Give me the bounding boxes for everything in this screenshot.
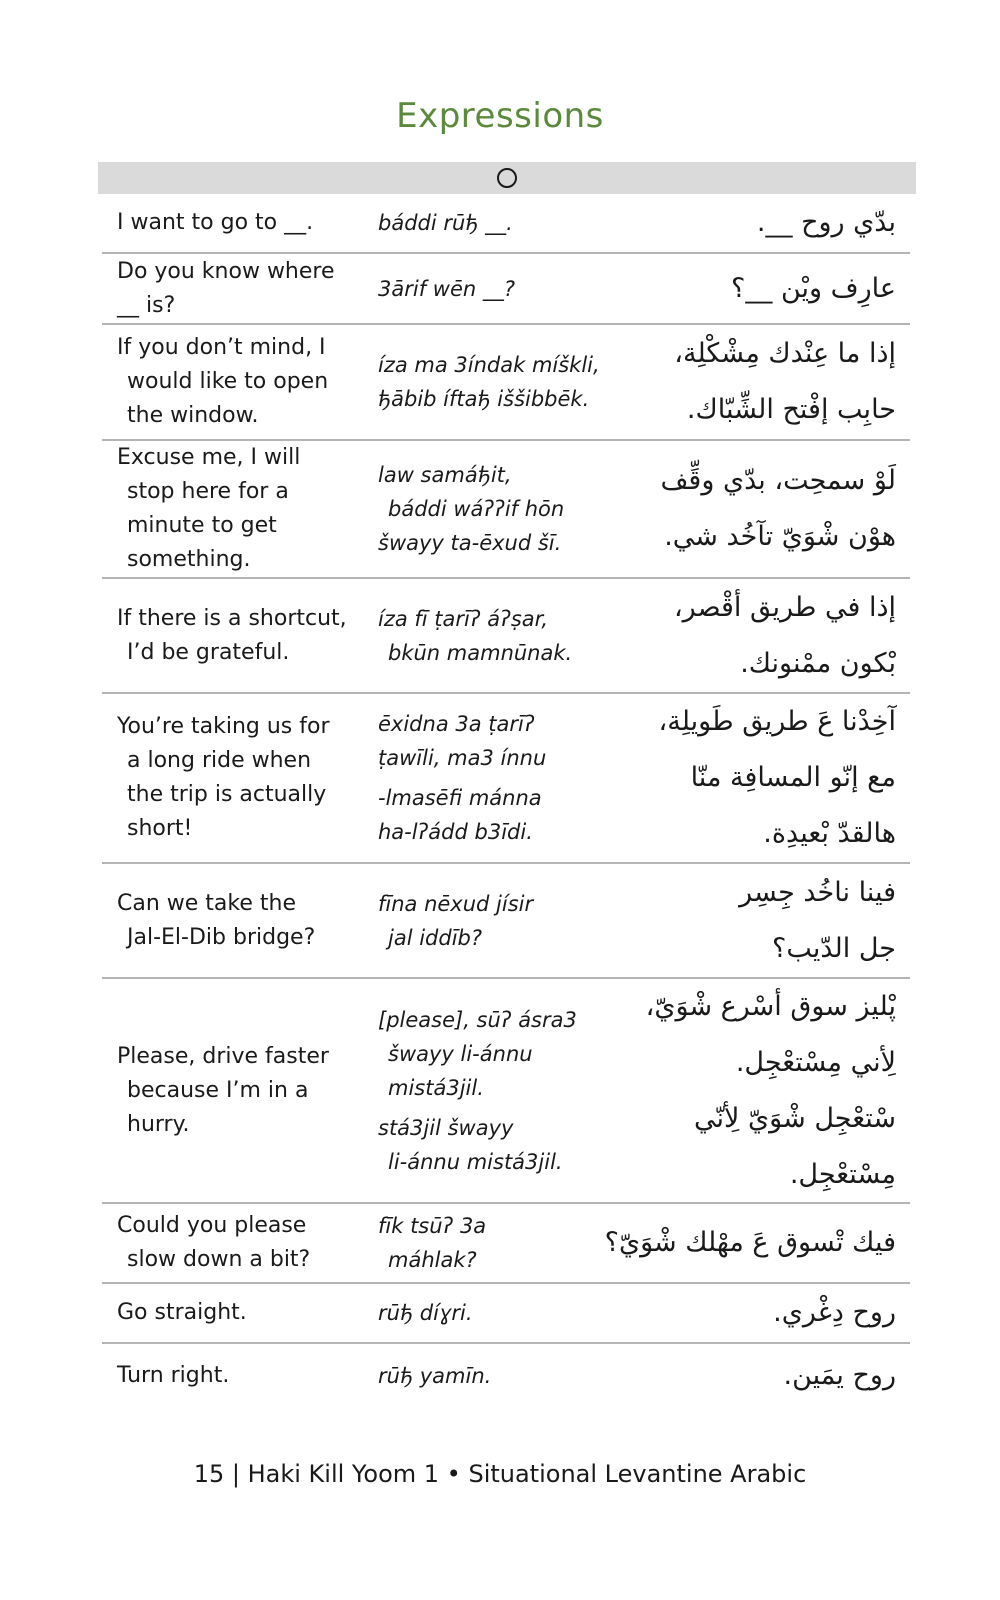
table-row [102,694,910,864]
transliteration-cell [378,194,618,252]
arabic-cell [596,1344,896,1408]
table-row [102,864,910,979]
transliteration-line: rūђ yamīn. [378,1364,492,1388]
english-cell [117,1204,367,1282]
arabic-line: بدّي روح __. [756,207,896,238]
english-line: slow down a bit? [127,1247,311,1272]
transliteration-line: ha-lʔádd b3īdi. [378,820,533,844]
arabic-line: حابِب إفْتح الشِّبّاك. [686,394,896,425]
arabic-line: روح دِغْري. [773,1297,896,1328]
transliteration-line: ђābib íftaђ iššibbēk. [378,387,590,411]
english-cell [117,979,367,1202]
table-row [102,979,910,1204]
english-line: minute to get [127,513,277,538]
transliteration-line: law samáђit, [378,463,512,487]
english-line: I want to go to __. [117,210,314,235]
transliteration-cell [378,694,618,862]
transliteration-line: máhlak? [388,1248,477,1272]
english-line: If you don’t mind, I [117,335,326,360]
english-line: Can we take the [117,890,296,916]
transliteration-line: jal iddīb? [388,925,483,950]
english-line: You’re taking us for [117,714,330,739]
english-line: because I’m in a [127,1077,309,1103]
arabic-line: روح يمَين. [783,1360,896,1391]
arabic-line: لَوْ سمحِت، بدّي وقِّف [660,465,896,496]
english-line: Do you know where [117,258,335,284]
arabic-line: فيك تْسوق عَ مهْلك شْوَيّ؟ [604,1227,896,1258]
arabic-line: جل الدّيب؟ [772,932,896,964]
english-line: a long ride when [127,748,312,773]
arabic-cell [596,325,896,439]
transliteration-cell [378,254,618,323]
english-line: hurry. [127,1111,190,1137]
arabic-cell [596,694,896,862]
arabic-line: عارِف ويْن __؟ [731,272,896,304]
arabic-line: مِسْتعْجِل. [789,1158,896,1190]
transliteration-line: rūђ díɣri. [378,1301,473,1325]
page-footer: 15 | Haki Kill Yoom 1 • Situational Levantine Arabic [193,1460,807,1488]
english-line: the window. [127,403,259,428]
transliteration-cell [378,579,618,692]
english-line: Go straight. [117,1300,247,1325]
transliteration-line: bkūn mamnūnak. [388,640,573,665]
table-row [102,194,910,254]
transliteration-line: li-ánnu mistá3jil. [388,1149,563,1174]
english-cell [117,864,367,977]
transliteration-line: fīna nēxud jísir [378,891,534,916]
transliteration-cell [378,1344,618,1408]
arabic-line: پْليز سوق أسْرع شْوَيّ، [645,990,896,1022]
transliteration-line: -lmasēfi mánna [378,786,542,810]
arabic-cell [596,441,896,577]
table-row [102,325,910,441]
arabic-line: مع إنّو المسافِة منّا [690,762,896,793]
transliteration-line: íza fī ṭarīʔ áʔṣar, [378,606,549,631]
english-cell [117,441,367,577]
arabic-cell [596,1284,896,1342]
english-line: __ is? [117,292,176,318]
arabic-line: بْكون ممْنونك. [740,647,896,679]
transliteration-line: šwayy ta-ēxud šī. [378,531,562,555]
transliteration-line: stá3jil šwayy [378,1115,514,1140]
transliteration-line: ēxidna 3a ṭarīʔ [378,712,535,736]
english-cell [117,579,367,692]
table-header-bar [98,162,916,194]
transliteration-line: fīk tsūʔ 3a [378,1214,487,1238]
english-line: Turn right. [117,1363,230,1388]
circle-icon [497,168,517,188]
transliteration-line: šwayy li-ánnu [388,1041,533,1066]
page-title: Expressions [396,96,604,136]
transliteration-cell [378,1284,618,1342]
table-row [102,579,910,694]
english-line: stop here for a [127,479,289,504]
english-line: Please, drive faster [117,1043,329,1069]
english-line: I’d be grateful. [127,639,290,665]
table-row [102,1204,910,1284]
english-line: Excuse me, I will [117,445,301,470]
table-row [102,254,910,325]
arabic-line: هوْن شْوَيّ تآخُد شي. [664,521,896,552]
english-cell [117,254,367,323]
english-cell [117,325,367,439]
arabic-line: فينا ناخُد جِسِر [739,876,896,908]
english-line: Jal-El-Dib bridge? [127,924,316,950]
arabic-cell [596,254,896,323]
transliteration-cell [378,864,618,977]
english-cell [117,1344,367,1408]
table-row [102,1344,910,1408]
english-line: the trip is actually [127,782,327,807]
transliteration-line: báddi wáʔʔif hōn [388,497,565,521]
transliteration-line: [please], sūʔ ásra3 [378,1007,577,1032]
arabic-line: لِأني مِسْتعْجِل. [735,1046,896,1078]
arabic-line: آخِدْنا عَ طريق طَويلِة، [658,706,896,737]
arabic-cell [566,1204,896,1282]
transliteration-line: íza ma 3índak míškli, [378,353,600,377]
arabic-cell [596,579,896,692]
arabic-cell [596,864,896,977]
transliteration-cell [378,441,618,577]
english-cell [117,1284,367,1342]
expressions-table [98,162,916,1408]
transliteration-cell [378,325,618,439]
transliteration-cell [378,979,618,1202]
transliteration-line: 3ārif wēn __? [378,276,515,301]
arabic-cell [596,979,896,1202]
transliteration-line: báddi rūђ __. [378,211,513,235]
table-row [102,1284,910,1344]
table-row [102,441,910,579]
english-line: something. [127,547,251,572]
transliteration-line: mistá3jil. [388,1075,484,1100]
arabic-line: إذا ما عِنْدك مِشْكْلِة، [674,338,896,369]
english-line: short! [127,816,193,841]
arabic-cell [596,194,896,252]
english-cell [117,194,367,252]
arabic-line: سْتعْجِل شْوَيّ لِأنّي [694,1102,896,1134]
english-line: If there is a shortcut, [117,605,347,631]
transliteration-line: ṭawīli, ma3 ínnu [378,746,547,770]
english-cell [117,694,367,862]
arabic-line: هالقدّ بْعيدِة. [763,818,896,849]
arabic-line: إذا في طريق أقْصر، [673,591,896,623]
english-line: would like to open [127,369,329,394]
english-line: Could you please [117,1213,307,1238]
